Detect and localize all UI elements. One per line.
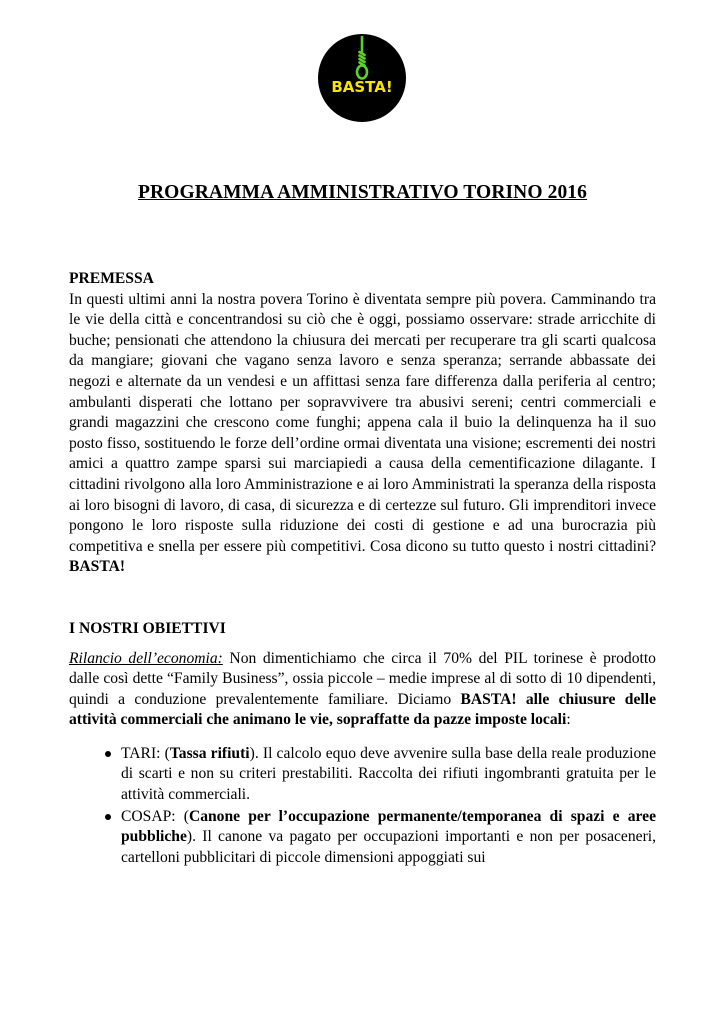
tax-list xyxy=(69,744,656,869)
cosap-pre: COSAP: ( xyxy=(121,807,189,825)
tari-bold: Tassa rifiuti xyxy=(169,744,250,762)
main-content xyxy=(69,269,656,869)
rilancio-paragraph xyxy=(69,649,656,731)
premessa-heading: PREMESSA xyxy=(69,270,154,287)
premessa-paragraph xyxy=(69,290,656,578)
rilancio-end: : xyxy=(566,711,571,729)
rilancio-label: Rilancio dell’economia: xyxy=(69,649,223,667)
obiettivi-heading: I NOSTRI OBIETTIVI xyxy=(69,619,226,637)
rilancio-bold: BASTA! alle chiusure delle attività commerciali che animano le vie, sopraffatte da pazze imposte locali xyxy=(69,690,656,729)
tari-pre: TARI: ( xyxy=(121,744,170,762)
list-item-cosap xyxy=(121,807,656,869)
list-item-tari xyxy=(121,744,656,806)
page-title: PROGRAMMA AMMINISTRATIVO TORINO 2016 xyxy=(137,182,588,203)
cosap-bold: Canone per l’occupazione permanente/temporanea di spazi e aree pubbliche xyxy=(121,807,656,846)
logo-text: BASTA! xyxy=(331,78,393,96)
rilancio-text: Non dimentichiamo che circa il 70% del PIL torinese è prodotto dalle così dette “Family Business”, ossia piccole – medie imprese al di sotto di 10 dipendenti, quindi a conduzione prevalentemente familiare. Diciamo xyxy=(69,649,656,708)
cosap-post: ). Il canone va pagato per occupazioni importanti e non per posaceneri, cartelloni pubblicitari di piccole dimensioni appoggiati sui xyxy=(121,828,656,866)
tari-post: ). Il calcolo equo deve avvenire sulla base della reale produzione di scarti e non su criteri prestabiliti. Raccolta dei rifiuti ingombranti gratuita per le attività commerciali. xyxy=(121,744,657,804)
premessa-body: In questi ultimi anni la nostra povera Torino è diventata sempre più povera. Camminando tra le vie della città e concentrandosi su ciò che è oggi, possiamo osservare: strade arricchite di buche; pensionati che attendono la chiusura dei mercati per recuperare tra gli scarti qualcosa da mangiare; giovani che vagano senza lavoro e senza speranza; serrande abbassate dei negozi e alternate da un vendesi e un affittasi senza fare differenza dalla periferia al centro; ambulanti disperati che lottano per sopravvivere tra abusivi sereni; centri commerciali e grandi magazzini che crescono come funghi; appena cala il buio la delinquenza ha il suo posto fisso, sostituendo le forze dell’ordine ormai diventata una visione; escrementi dei nostri amici a quattro zampe sparsi sui marciapiedi a causa della cementificazione dilagante. I cittadini rivolgono alla loro Amministrazione e ai loro Amministrati la speranza della risposta ai loro bisogni di lavoro, di casa, di sicurezza e di certezze sul futuro. Gli imprenditori invece pongono le loro risposte sulla riduzione dei costi di gestione e ad una burocrazia più competitiva e snella per essere più competitivi. Cosa dicono su tutto questo i nostri cittadini? xyxy=(69,290,656,555)
premessa-basta: BASTA! xyxy=(69,558,126,576)
basta-logo xyxy=(318,34,406,122)
